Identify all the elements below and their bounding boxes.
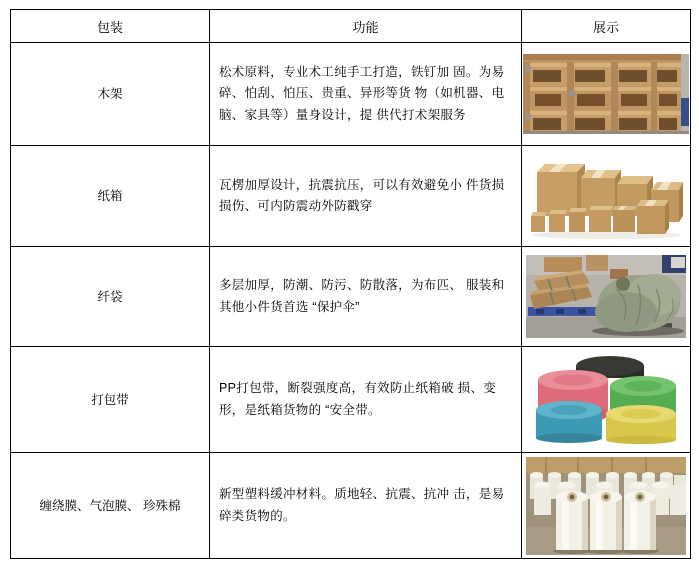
package-name: 打包带 <box>11 347 210 453</box>
package-name: 纸箱 <box>11 146 210 247</box>
table-row <box>11 146 691 247</box>
stretch-film-rolls-photo <box>526 457 686 555</box>
function-text: 新型塑料缓冲材料。质地轻、抗震、抗冲 击，是易碎类货物的。 <box>210 453 522 559</box>
cardboard-boxes-photo <box>523 152 689 240</box>
photo-cell <box>522 43 691 146</box>
table-row <box>11 43 691 146</box>
header-display: 展示 <box>522 10 691 43</box>
photo-cell <box>522 146 691 247</box>
photo-cell <box>522 453 691 559</box>
header-function: 功能 <box>210 10 522 43</box>
photo-cell <box>522 247 691 347</box>
package-name: 缠绕膜、气泡膜、 珍殊棉 <box>11 453 210 559</box>
header-package: 包装 <box>11 10 210 43</box>
package-name: 木架 <box>11 43 210 146</box>
function-text: 瓦楞加厚设计，抗震抗压，可以有效避免小 件货损损伤、可内防震动外防戳穿 <box>210 146 522 247</box>
function-text: PP打包带，断裂强度高，有效防止纸箱破 损、变形，是纸箱货物的 “安全带。 <box>210 347 522 453</box>
header-row <box>11 10 691 43</box>
wooden-crates-photo <box>523 54 689 134</box>
table-row <box>11 347 691 453</box>
woven-bag-warehouse-photo <box>526 255 686 338</box>
packaging-table <box>10 9 691 559</box>
function-text: 多层加厚，防潮、防污、防散落，为布匹、 服装和其他小件货首选 “保护伞” <box>210 247 522 347</box>
table-row <box>11 453 691 559</box>
pp-strap-rolls-photo <box>526 356 686 444</box>
photo-cell <box>522 347 691 453</box>
table-row <box>11 247 691 347</box>
function-text: 松术原料，专业术工纯手工打造，铁钉加 固。为易碎、怕刮、怕压、贵重、异形等货 物（如机器、电脑、家具等）量身设计，提 供代打术架服务 <box>210 43 522 146</box>
package-name: 纤袋 <box>11 247 210 347</box>
